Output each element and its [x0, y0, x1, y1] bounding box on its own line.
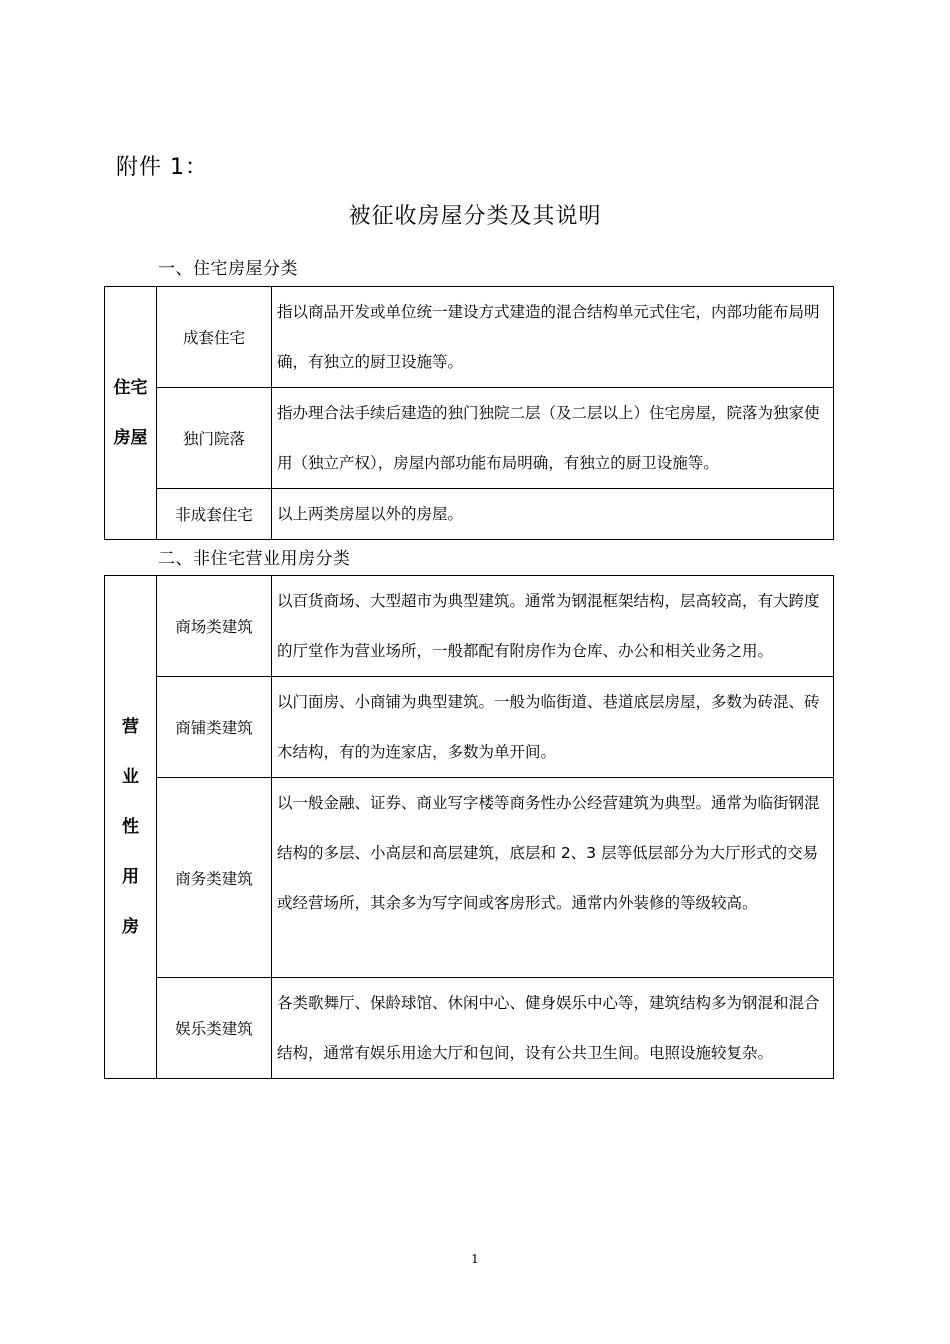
- subtype-name: 独门院落: [157, 388, 272, 489]
- subtype-name: 娱乐类建筑: [157, 978, 272, 1079]
- subtype-name: 商场类建筑: [157, 576, 272, 677]
- subtype-description: 以上两类房屋以外的房屋。: [272, 489, 834, 540]
- subtype-description: 以门面房、小商铺为典型建筑。一般为临街道、巷道底层房屋，多数为砖混、砖木结构，有的为连家店，多数为单开间。: [272, 677, 834, 778]
- subtype-description: 指以商品开发或单位统一建设方式建造的混合结构单元式住宅，内部功能布局明确，有独立的厨卫设施等。: [272, 287, 834, 388]
- subtype-description: 以百货商场、大型超市为典型建筑。通常为钢混框架结构，层高较高，有大跨度的厅堂作为营业场所，一般都配有附房作为仓库、办公和相关业务之用。: [272, 576, 834, 677]
- document-title: 被征收房屋分类及其说明: [348, 204, 602, 229]
- page-number: 1: [471, 1252, 479, 1266]
- table-row: [105, 388, 834, 489]
- table-row: [105, 576, 834, 677]
- subtype-name: 非成套住宅: [157, 489, 272, 540]
- category-line: 房屋: [113, 428, 148, 448]
- section-heading-commercial: 二、非住宅营业用房分类: [158, 549, 351, 569]
- commercial-table: [104, 575, 834, 1079]
- table-row: [105, 778, 834, 978]
- table-row: [105, 677, 834, 778]
- section-heading-residential: 一、住宅房屋分类: [158, 259, 298, 279]
- subtype-description: 以一般金融、证券、商业写字楼等商务性办公经营建筑为典型。通常为临街钢混结构的多层、小高层和高层建筑，底层和 2、3 层等低层部分为大厅形式的交易或经营场所，其余多为写字间或客房形式。通常内外装修的等级较高。: [272, 778, 834, 978]
- category-char: 业: [122, 767, 139, 787]
- subtype-description: 指办理合法手续后建造的独门独院二层（及二层以上）住宅房屋，院落为独家使用（独立产权），房屋内部功能布局明确，有独立的厨卫设施等。: [272, 388, 834, 489]
- table-row: [105, 489, 834, 540]
- residential-table: [104, 286, 834, 540]
- category-char: 用: [122, 867, 139, 887]
- subtype-description: 各类歌舞厅、保龄球馆、休闲中心、健身娱乐中心等，建筑结构多为钢混和混合结构，通常有娱乐用途大厅和包间，设有公共卫生间。电照设施较复杂。: [272, 978, 834, 1079]
- table-row: [105, 287, 834, 388]
- category-line: 住宅: [113, 378, 148, 398]
- table-row: [105, 978, 834, 1079]
- category-cell-commercial: [105, 576, 157, 1079]
- subtype-name: 商务类建筑: [157, 778, 272, 978]
- attachment-label: 附件 1：: [116, 155, 208, 180]
- category-char: 营: [122, 717, 139, 737]
- subtype-name: 商铺类建筑: [157, 677, 272, 778]
- category-char: 房: [122, 917, 139, 937]
- subtype-name: 成套住宅: [157, 287, 272, 388]
- category-char: 性: [122, 817, 139, 837]
- category-cell-residential: [105, 287, 157, 540]
